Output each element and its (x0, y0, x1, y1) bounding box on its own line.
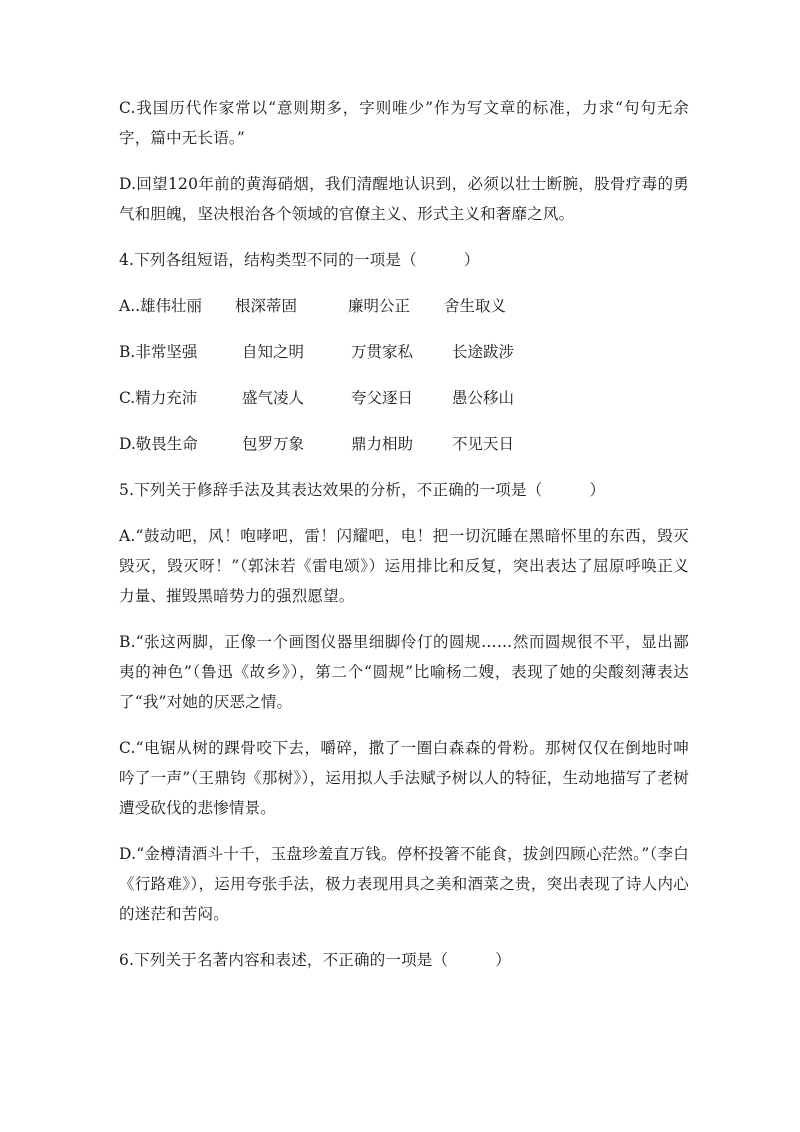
q4-b-item-3: 万贯家私 (351, 343, 414, 361)
q4-d-item-1: D.敬畏生命 (119, 435, 198, 453)
q4-option-d-row (119, 429, 689, 459)
q3-option-c: C.我国历代作家常以“意则期多，字则唯少”作为写文章的标准，力求“句句无余字，篇中无长语。” (119, 99, 689, 147)
q4-c-item-1: C.精力充沛 (119, 389, 198, 407)
q4-b-item-1: B.非常坚强 (119, 343, 198, 361)
q4-a-item-3: 廉明公正 (348, 297, 411, 315)
document-page (119, 93, 689, 991)
q4-c-item-3: 夸父逐日 (351, 389, 414, 407)
q5-option-c: C.“电锯从树的踝骨咬下去，嚼碎，撒了一圈白森森的骨粉。那树仅仅在倒地时呻吟了一声”（王鼎钧《那树》），运用拟人手法赋予树以人的特征，生动地描写了老树遭受砍伐的悲惨情景。 (119, 739, 689, 817)
q4-d-item-2: 包罗万象 (242, 435, 305, 453)
question-5-stem: 5.下列关于修辞手法及其表达效果的分析，不正确的一项是（ ） (119, 481, 606, 499)
q5-option-a: A.“鼓动吧，风！咆哮吧，雷！闪耀吧，电！把一切沉睡在黑暗怀里的东西，毁灭毁灭，毁灭呀！”（郭沫若《雷电颂》）运用排比和反复，突出表达了屈原呼唤正义力量、摧毁黑暗势力的强烈愿望。 (119, 527, 689, 605)
q4-a-item-2: 根深蒂固 (235, 297, 298, 315)
q3-option-d: D.回望120年前的黄海硝烟，我们清醒地认识到，必须以壮士断腕，股骨疗毒的勇气和胆魄，坚决根治各个领域的官僚主义、形式主义和奢靡之风。 (119, 175, 689, 223)
q4-d-item-3: 鼎力相助 (351, 435, 414, 453)
q4-option-c-row (119, 383, 689, 413)
q5-option-d: D.“金樽清酒斗十千，玉盘珍羞直万钱。停杯投箸不能食，拔剑四顾心茫然。”（李白《行路难》），运用夸张手法，极力表现用具之美和酒菜之贵，突出表现了诗人内心的迷茫和苦闷。 (119, 845, 689, 923)
q4-c-item-4: 愚公移山 (452, 389, 515, 407)
question-6-stem: 6.下列关于名著内容和表述，不正确的一项是（ ） (119, 951, 511, 969)
q4-d-item-4: 不见天日 (452, 435, 515, 453)
q5-option-b: B.“张这两脚，正像一个画图仪器里细脚伶仃的圆规……然而圆规很不平，显出鄙夷的神色”（鲁迅《故乡》），第二个“圆规”比喻杨二嫂，表现了她的尖酸刻薄表达了“我”对她的厌恶之情。 (119, 633, 689, 711)
q4-a-item-4: 舍生取义 (444, 297, 507, 315)
q4-c-item-2: 盛气凌人 (242, 389, 305, 407)
q4-a-item-1: A..雄伟壮丽 (119, 297, 203, 315)
question-4-stem: 4.下列各组短语，结构类型不同的一项是（ ） (119, 251, 480, 269)
q4-option-b-row (119, 337, 689, 367)
q4-b-item-4: 长途跋涉 (452, 343, 515, 361)
q4-b-item-2: 自知之明 (242, 343, 305, 361)
q4-option-a-row (119, 291, 689, 321)
